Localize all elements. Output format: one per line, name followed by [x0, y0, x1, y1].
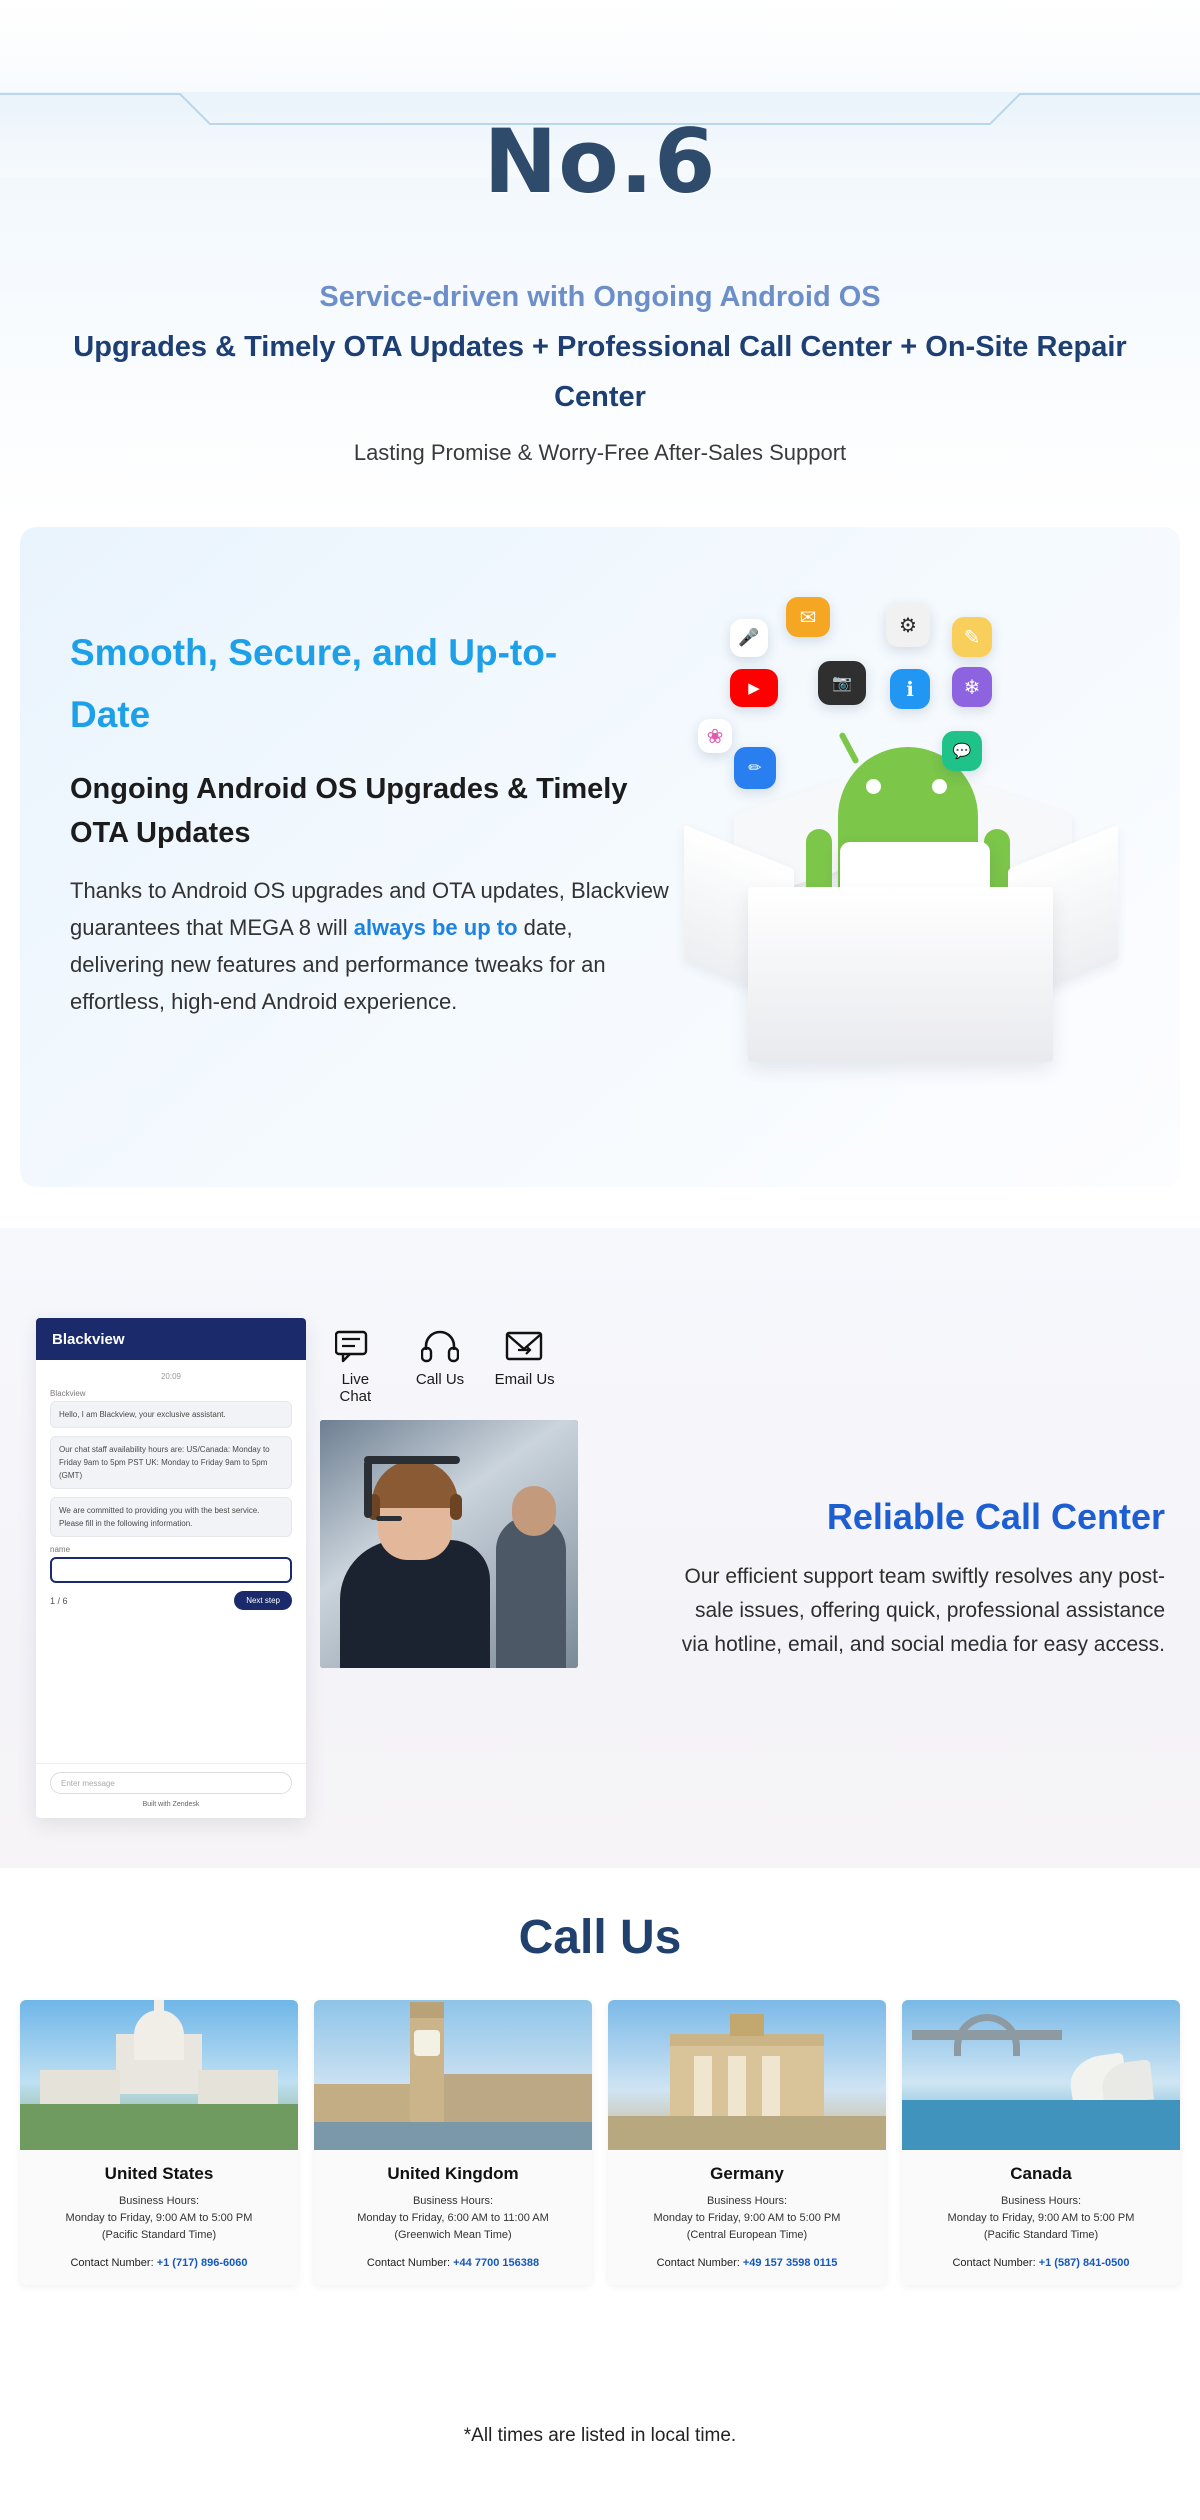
photos-icon — [698, 719, 732, 753]
call-center-copy — [675, 1496, 1165, 1662]
chat-agent-name: Blackview — [50, 1389, 86, 1398]
chat-footer — [36, 1763, 306, 1818]
notes-icon — [952, 617, 992, 657]
info-glyph: ℹ — [906, 678, 914, 701]
action-email-us[interactable] — [494, 1318, 555, 1405]
chat-brand-footer: Built with Zendesk — [142, 1801, 200, 1808]
ota-card — [20, 527, 1180, 1187]
ota-illustration — [690, 597, 1150, 1117]
card-image-uk — [314, 2000, 592, 2150]
hero-section — [0, 0, 1200, 520]
card-hours-label-us: Business Hours: — [118, 2195, 200, 2207]
action-live-chat[interactable] — [325, 1318, 386, 1405]
edit-icon — [734, 747, 776, 789]
chat-timestamp: 20:09 — [160, 1372, 182, 1381]
support-agent-photo — [320, 1420, 578, 1668]
card-hours-line2-us: (Pacific Standard Time) — [101, 2229, 217, 2241]
timezone-footnote: *All times are listed in local time. — [463, 2425, 737, 2446]
card-contact-de — [618, 2257, 876, 2269]
youtube-icon — [730, 669, 778, 707]
card-contact-ca — [912, 2257, 1170, 2269]
hero-headline-rest: Upgrades & Timely OTA Updates + Professional Call Center + On-Site Repair Center — [73, 331, 1127, 413]
card-country-us: United States — [104, 2164, 214, 2183]
card-hours-line1-uk: Monday to Friday, 6:00 AM to 11:00 AM — [357, 2212, 549, 2224]
contact-actions — [325, 1318, 555, 1405]
ota-title: Smooth, Secure, and Up-to-Date — [70, 632, 558, 735]
card-country-ca: Canada — [1010, 2164, 1072, 2183]
card-body-uk — [314, 2150, 592, 2285]
message-icon — [942, 731, 982, 771]
ota-subtitle: Ongoing Android OS Upgrades & Timely OTA Updates — [70, 773, 628, 849]
action-email-us-label: Email Us — [494, 1371, 555, 1388]
chat-message-followup: We are committed to providing you with the best service. Please fill in the following information. — [50, 1497, 292, 1537]
call-center-title: Reliable Call Center — [826, 1496, 1165, 1537]
microphone-glyph: 🎤 — [738, 628, 760, 647]
card-hours-us — [30, 2193, 288, 2244]
action-call-us[interactable] — [410, 1318, 471, 1405]
android-antenna-left — [838, 732, 859, 765]
chat-step-counter: 1 / 6 — [50, 1595, 68, 1606]
call-us-cards — [20, 2000, 1180, 2285]
camera-icon — [818, 661, 866, 705]
chat-message-hours: Our chat staff availability hours are: US/Canada: Monday to Friday 9am to 5pm PST UK: Monday to Friday 9am to 5pm (GMT) — [50, 1436, 292, 1489]
android-eye-right — [932, 779, 947, 794]
card-hours-line1-ca: Monday to Friday, 9:00 AM to 5:00 PM — [947, 2212, 1135, 2224]
card-contact-label-ca: Contact Number: — [952, 2257, 1039, 2269]
card-image-us — [20, 2000, 298, 2150]
card-hours-de — [618, 2193, 876, 2244]
card-country-uk: United Kingdom — [387, 2164, 519, 2183]
card-hours-label-de: Business Hours: — [706, 2195, 788, 2207]
chat-step-row — [50, 1591, 292, 1610]
chat-message-placeholder: Enter message — [61, 1778, 115, 1788]
country-card-united-states — [20, 2000, 298, 2285]
card-hours-line2-ca: (Pacific Standard Time) — [983, 2229, 1099, 2241]
card-hours-line1-de: Monday to Friday, 9:00 AM to 5:00 PM — [653, 2212, 841, 2224]
android-eye-left — [866, 779, 881, 794]
card-body-ca — [902, 2150, 1180, 2285]
card-hours-label-ca: Business Hours: — [1000, 2195, 1082, 2207]
card-phone-ca[interactable]: +1 (587) 841-0500 — [1038, 2257, 1130, 2269]
country-card-canada — [902, 2000, 1180, 2285]
microphone-icon — [730, 619, 768, 657]
action-call-us-label: Call Us — [415, 1371, 465, 1388]
email-icon — [494, 1318, 555, 1364]
mail-icon — [786, 597, 830, 637]
info-icon — [890, 669, 930, 709]
card-image-de — [608, 2000, 886, 2150]
chat-next-button[interactable]: Next step — [234, 1591, 292, 1610]
call-center-section — [0, 1228, 1200, 1868]
card-phone-de[interactable]: +49 157 3598 0115 — [742, 2257, 838, 2269]
youtube-glyph: ▶ — [748, 680, 760, 697]
chat-field-label: name — [50, 1545, 71, 1554]
ota-body-part1: Thanks to Android OS upgrades and OTA updates, Blackview guarantees that MEGA 8 will — [70, 878, 669, 940]
card-hours-line2-de: (Central European Time) — [686, 2229, 808, 2241]
section-number: No.6 — [483, 110, 717, 213]
card-hours-ca — [912, 2193, 1170, 2244]
card-contact-us — [30, 2257, 288, 2269]
country-card-united-kingdom — [314, 2000, 592, 2285]
chat-icon — [325, 1318, 386, 1364]
card-body-de — [608, 2150, 886, 2285]
hero-headline — [60, 272, 1140, 422]
camera-glyph: 📷 — [832, 675, 852, 692]
card-contact-uk — [324, 2257, 582, 2269]
card-phone-uk[interactable]: +44 7700 156388 — [453, 2257, 540, 2269]
card-contact-label-de: Contact Number: — [656, 2257, 743, 2269]
chat-message-input[interactable] — [50, 1772, 292, 1794]
chat-header — [36, 1318, 306, 1360]
chat-widget-mockup[interactable] — [36, 1318, 306, 1818]
settings-icon — [886, 603, 930, 647]
box-front-panel — [748, 887, 1053, 1062]
card-country-de: Germany — [710, 2164, 784, 2183]
chat-body — [36, 1360, 306, 1620]
ota-body-part2: date, delivering new features and performance tweaks for an effortless, high-end Android experience. — [70, 915, 606, 1014]
card-hours-line2-uk: (Greenwich Mean Time) — [394, 2229, 512, 2241]
card-contact-label-uk: Contact Number: — [366, 2257, 454, 2269]
call-center-text: Our efficient support team swiftly resolves any post-sale issues, offering quick, professional assistance via hotline, email, and social media for easy access. — [681, 1565, 1165, 1656]
mail-glyph: ✉ — [799, 606, 817, 629]
message-glyph: 💬 — [952, 743, 972, 760]
notes-glyph: ✎ — [963, 626, 981, 649]
card-contact-label-us: Contact Number: — [70, 2257, 157, 2269]
hero-subtitle: Lasting Promise & Worry-Free After-Sales Support — [353, 440, 847, 465]
card-body-us — [20, 2150, 298, 2285]
hero-headline-lead: Service-driven with Ongoing Android OS — [319, 281, 881, 313]
ota-body-highlight: always be up to — [353, 915, 518, 940]
card-hours-label-uk: Business Hours: — [412, 2195, 494, 2207]
country-card-germany — [608, 2000, 886, 2285]
headset-icon — [410, 1318, 471, 1364]
edit-glyph: ✏ — [748, 760, 762, 777]
card-hours-line1-us: Monday to Friday, 9:00 AM to 5:00 PM — [65, 2212, 253, 2224]
card-image-ca — [902, 2000, 1180, 2150]
ota-body — [70, 872, 670, 1020]
settings-glyph: ⚙ — [899, 614, 917, 637]
card-phone-us[interactable]: +1 (717) 896-6060 — [156, 2257, 248, 2269]
photos-glyph: ❀ — [706, 725, 724, 748]
chat-message-greeting: Hello, I am Blackview, your exclusive assistant. — [50, 1401, 292, 1428]
chat-name-input[interactable] — [50, 1557, 292, 1583]
action-live-chat-label: Live Chat — [339, 1371, 372, 1405]
snowflake-icon — [952, 667, 992, 707]
card-hours-uk — [324, 2193, 582, 2244]
snowflake-glyph: ❄ — [963, 676, 981, 699]
call-us-title: Call Us — [518, 1911, 682, 1964]
chat-header-title: Blackview — [52, 1330, 125, 1348]
